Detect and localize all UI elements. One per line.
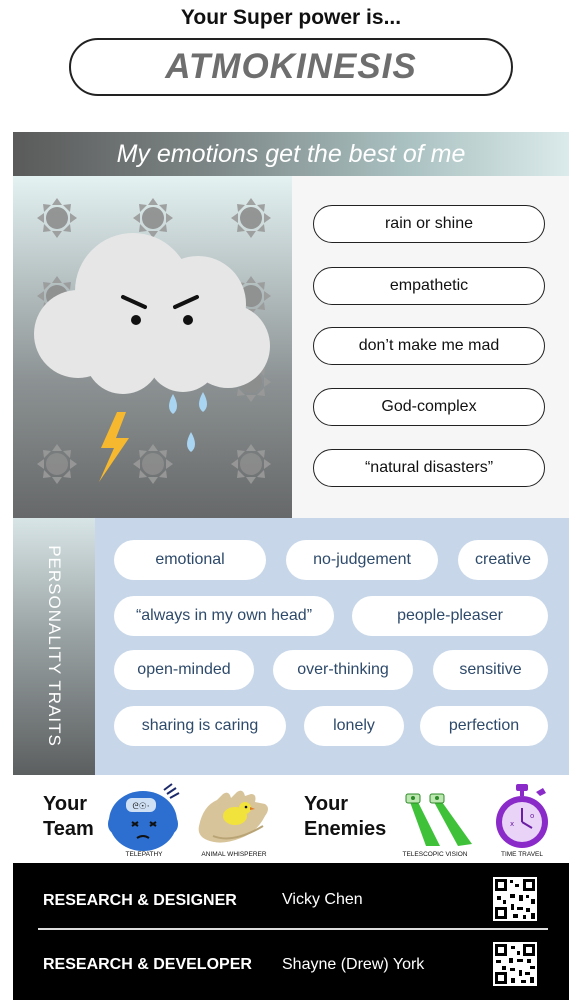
- trait-pill: people-pleaser: [352, 596, 548, 636]
- team-caption-animal-whisperer: ANIMAL WHISPERER: [201, 851, 267, 858]
- tag-pill: rain or shine: [313, 205, 545, 243]
- qr-code-icon[interactable]: [493, 942, 537, 986]
- cloud-icon: [34, 233, 270, 394]
- team-label-line2: Team: [43, 818, 94, 840]
- enemies-label-line2: Enemies: [304, 818, 387, 840]
- traits-label: PERSONALITY TRAITS: [45, 545, 64, 747]
- tags-panel: [292, 176, 569, 518]
- credit-role: RESEARCH & DESIGNER: [43, 892, 237, 909]
- trait-pill: “always in my own head”: [114, 596, 334, 636]
- lightning-icon: [99, 412, 129, 482]
- weather-illustration: [13, 176, 292, 518]
- enemies-label-line1: Your: [304, 793, 349, 815]
- stopwatch-icon: [490, 782, 554, 850]
- credits-panel: [13, 863, 569, 1000]
- traits-panel: [95, 518, 569, 775]
- enemy-caption-telescopic-vision: TELESCOPIC VISION: [402, 851, 468, 858]
- qr-code-icon[interactable]: [493, 877, 537, 921]
- trait-pill: no-judgement: [286, 540, 438, 580]
- power-intro: Your Super power is...: [180, 6, 402, 29]
- trait-pill: lonely: [304, 706, 404, 746]
- power-name: ATMOKINESIS: [165, 47, 417, 86]
- tag-pill: God-complex: [313, 388, 545, 426]
- tag-pill: empathetic: [313, 267, 545, 305]
- banner-text: My emotions get the best of me: [116, 139, 466, 168]
- hand-with-bird-icon: [193, 786, 275, 850]
- trait-pill: sensitive: [433, 650, 548, 690]
- enemy-caption-time-travel: TIME TRAVEL: [500, 851, 544, 858]
- svg-text:ᘓ☉·: ᘓ☉·: [132, 802, 150, 812]
- traits-label-bar: [13, 518, 95, 775]
- trait-pill: over-thinking: [273, 650, 413, 690]
- team-caption-telepathy: TELEPATHY: [125, 851, 163, 858]
- enemies-label: [304, 792, 386, 842]
- team-label-line1: Your: [43, 793, 88, 815]
- credit-name: Shayne (Drew) York: [282, 956, 425, 973]
- credits-divider: [38, 928, 548, 930]
- telepathy-head-icon: [104, 780, 184, 852]
- trait-pill: sharing is caring: [114, 706, 286, 746]
- tag-pill: don’t make me mad: [313, 327, 545, 365]
- trait-pill: open-minded: [114, 650, 254, 690]
- credit-name: Vicky Chen: [282, 891, 363, 908]
- trait-pill: emotional: [114, 540, 266, 580]
- svg-text:o: o: [530, 812, 535, 820]
- team-label: [43, 792, 94, 842]
- banner: [13, 132, 569, 176]
- telescopic-beams-icon: [400, 788, 474, 850]
- storm-cloud-illustration: [13, 176, 292, 518]
- power-pill: [69, 38, 513, 96]
- trait-pill: creative: [458, 540, 548, 580]
- raindrop-icons: [169, 392, 207, 452]
- tag-pill: “natural disasters”: [313, 449, 545, 487]
- credit-role: RESEARCH & DEVELOPER: [43, 956, 252, 973]
- trait-pill: perfection: [420, 706, 548, 746]
- svg-text:x: x: [510, 820, 515, 828]
